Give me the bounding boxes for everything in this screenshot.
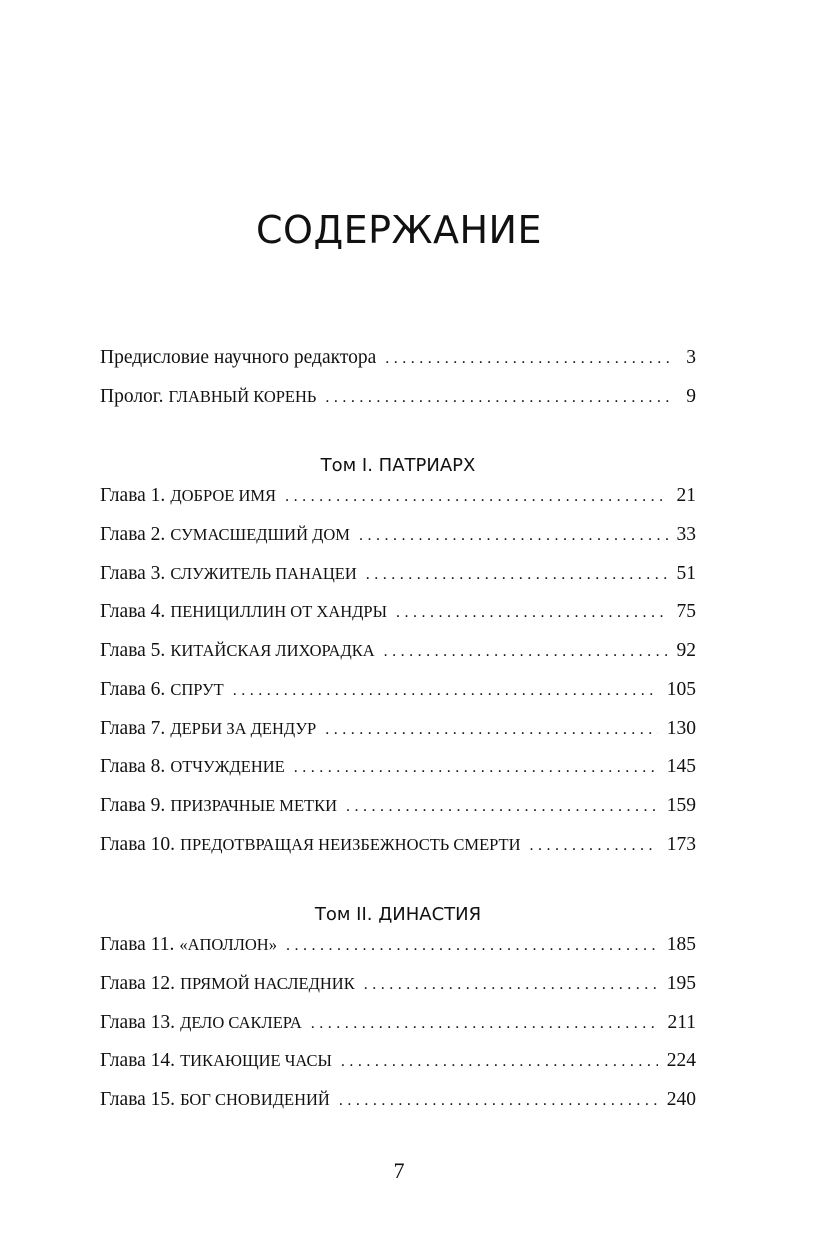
dot-leader	[366, 566, 668, 584]
toc-entry-title: ПРЕДОТВРАЩАЯ НЕИЗБЕЖНОСТЬ СМЕРТИ	[180, 834, 521, 854]
dot-leader	[339, 1092, 658, 1110]
toc-page-number: 51	[676, 562, 696, 584]
toc-entry-chapter-5[interactable]	[100, 640, 696, 679]
toc-page-number: 3	[686, 347, 696, 368]
toc-entry-title: ОТЧУЖДЕНИЕ	[170, 757, 285, 777]
toc-entry-title: ПРИЗРАЧНЫЕ МЕТКИ	[170, 795, 338, 815]
toc-entry-chapter-3[interactable]	[100, 563, 696, 602]
toc-page-number: 9	[686, 385, 696, 407]
page-title: СОДЕРЖАНИЕ	[256, 208, 542, 252]
toc-entry-chapter-8[interactable]	[100, 756, 696, 795]
toc-entry-chapter-13[interactable]	[100, 1012, 696, 1051]
toc-entry-label: Глава 4.	[100, 601, 166, 623]
toc-entry-chapter-15[interactable]	[100, 1089, 696, 1128]
toc-entry-label: Глава 11.	[100, 934, 175, 956]
toc-page-number: 21	[676, 485, 696, 507]
toc-page-number: 145	[666, 756, 696, 778]
toc-entry-label: Глава 7.	[100, 717, 166, 739]
toc-entry-title: ДОБРОЕ ИМЯ	[170, 486, 277, 506]
toc-page-number: 33	[676, 524, 696, 546]
dot-leader	[364, 976, 658, 994]
toc-entry-chapter-4[interactable]	[100, 601, 696, 640]
toc-entry-title: «АПОЛЛОН»	[179, 935, 277, 955]
toc-page-number: 224	[666, 1050, 696, 1072]
toc-entry-chapter-10[interactable]	[100, 834, 696, 873]
dot-leader	[346, 798, 658, 816]
toc-entry-chapter-6[interactable]	[100, 679, 696, 718]
dot-leader	[311, 1015, 659, 1033]
toc-page-number: 130	[666, 717, 696, 739]
toc-entry-title: ДЕЛО САКЛЕРА	[180, 1012, 302, 1032]
toc-entry-label: Глава 13.	[100, 1011, 176, 1033]
toc-page-number: 240	[666, 1089, 696, 1110]
toc-page-number: 159	[666, 794, 696, 816]
dot-leader	[359, 527, 668, 545]
toc-entry-label: Глава 15.	[100, 1089, 176, 1110]
volume-heading-1: Том I. ПАТРИАРХ	[320, 455, 476, 477]
toc-entry-title: БОГ СНОВИДЕНИЙ	[180, 1090, 330, 1109]
page-number: 7	[393, 1158, 405, 1183]
toc-entry-label: Пролог.	[100, 385, 164, 407]
toc-entry-title: ГЛАВНЫЙ КОРЕНЬ	[168, 386, 317, 406]
toc-entry-label: Глава 5.	[100, 640, 166, 662]
toc-entry-label: Глава 6.	[100, 678, 166, 700]
toc-page-number: 75	[676, 601, 696, 623]
toc-entry-label: Предисловие научного редактора	[100, 347, 377, 368]
dot-leader	[385, 350, 675, 368]
dot-leader	[233, 682, 658, 700]
toc-entry-label: Глава 8.	[100, 756, 166, 778]
dot-leader	[325, 721, 658, 739]
dot-leader	[396, 604, 668, 622]
toc-entry-chapter-14[interactable]	[100, 1050, 696, 1089]
toc-entry-chapter-12[interactable]	[100, 973, 696, 1012]
toc-entry-title: ДЕРБИ ЗА ДЕНДУР	[170, 718, 317, 738]
toc-page-number: 195	[666, 972, 696, 994]
toc-entry-preface[interactable]	[100, 347, 696, 386]
toc-entry-label: Глава 2.	[100, 524, 166, 546]
toc-entry-title: ПЕНИЦИЛЛИН ОТ ХАНДРЫ	[170, 602, 387, 622]
toc-entry-title: СПРУТ	[170, 679, 224, 699]
toc-entry-title: ПРЯМОЙ НАСЛЕДНИК	[180, 973, 355, 993]
toc-entry-label: Глава 12.	[100, 972, 176, 994]
dot-leader	[294, 759, 658, 777]
toc-entry-chapter-1[interactable]	[100, 485, 696, 524]
toc-entry-label: Глава 14.	[100, 1050, 176, 1072]
table-of-contents	[100, 347, 696, 1128]
toc-entry-label: Глава 3.	[100, 562, 166, 584]
toc-page-number: 92	[676, 640, 696, 662]
dot-leader	[325, 389, 675, 407]
toc-entry-title: СУМАСШЕДШИЙ ДОМ	[170, 525, 350, 545]
toc-entry-label: Глава 1.	[100, 485, 166, 507]
toc-page-number: 173	[666, 833, 696, 855]
toc-entry-chapter-2[interactable]	[100, 524, 696, 563]
dot-leader	[384, 643, 668, 661]
toc-entry-title: КИТАЙСКАЯ ЛИХОРАДКА	[170, 641, 375, 661]
toc-entry-label: Глава 9.	[100, 794, 166, 816]
dot-leader	[286, 937, 658, 955]
toc-entry-chapter-9[interactable]	[100, 795, 696, 834]
toc-page-number: 185	[666, 934, 696, 956]
toc-entry-title: СЛУЖИТЕЛЬ ПАНАЦЕИ	[170, 563, 357, 583]
toc-entry-chapter-7[interactable]	[100, 718, 696, 757]
toc-entry-title: ТИКАЮЩИЕ ЧАСЫ	[180, 1051, 332, 1071]
dot-leader	[341, 1053, 658, 1071]
toc-entry-chapter-11[interactable]	[100, 934, 696, 973]
dot-leader	[285, 488, 667, 506]
toc-entry-prologue[interactable]	[100, 386, 696, 425]
toc-entry-label: Глава 10.	[100, 833, 176, 855]
dot-leader	[530, 837, 658, 855]
volume-heading-2: Том II. ДИНАСТИЯ	[314, 904, 482, 926]
toc-page-number: 105	[666, 678, 696, 700]
toc-page-number: 211	[667, 1011, 696, 1033]
